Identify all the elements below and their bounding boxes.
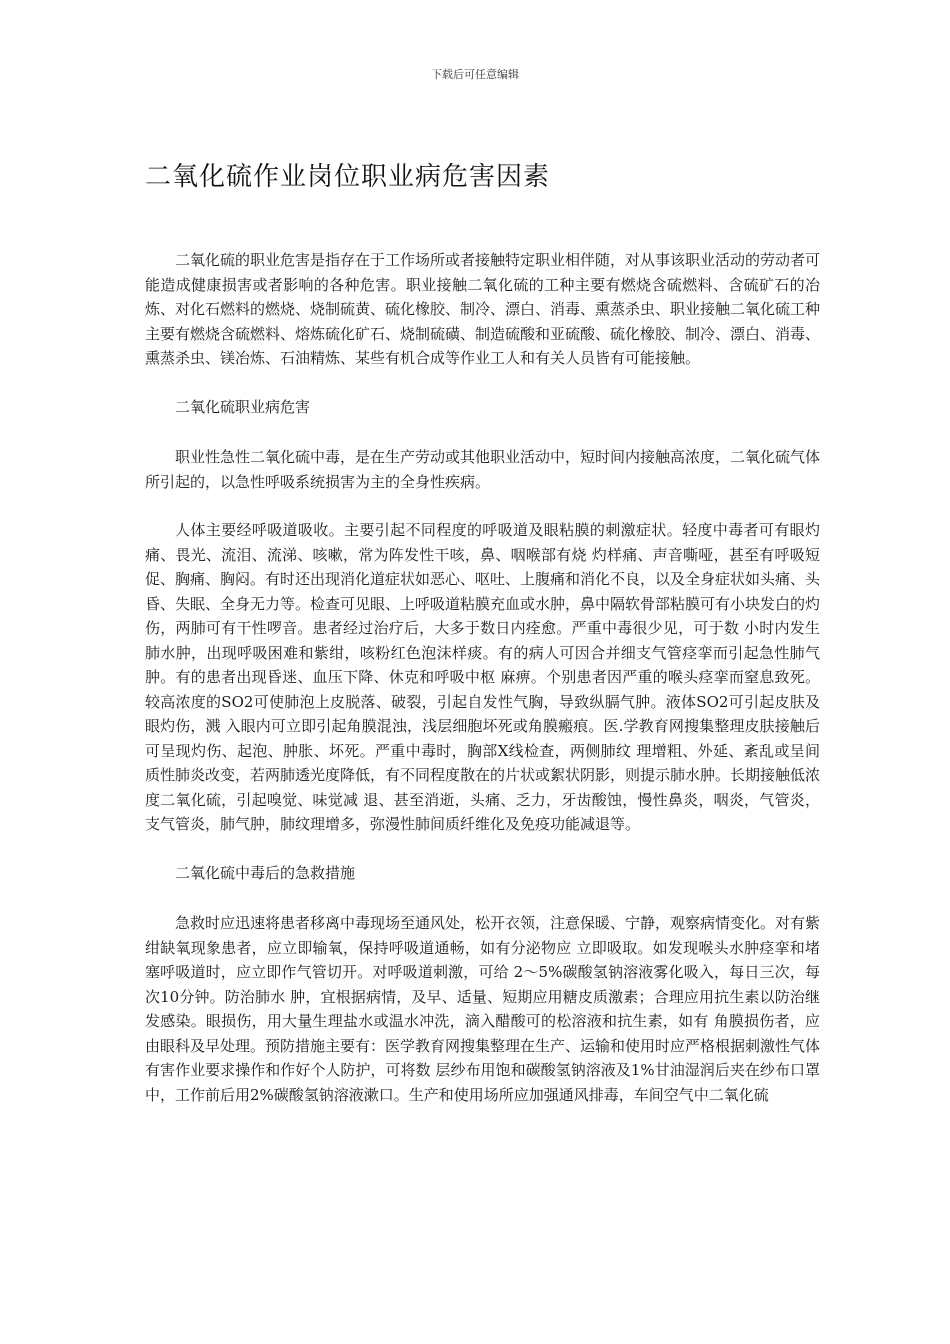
page-title: 二氧化硫作业岗位职业病危害因素 (145, 162, 551, 192)
section-heading-hazards: 二氧化硫职业病危害 (175, 397, 311, 416)
intro-paragraph: 二氧化硫的职业危害是指存在于工作场所或者接触特定职业相伴随，对从事该职业活动的劳动者可能造成健康损害或者影响的各种危害。职业接触二氧化硫的工种主要有燃烧含硫燃料、含硫矿石的冶炼、对化石燃料的燃烧、烧制硫黄、硫化橡胶、制冷、漂白、消毒、熏蒸杀虫、职业接触二氧化硫工种主要有燃烧含硫燃料、熔炼硫化矿石、烧制硫磺、制造硫酸和亚硫酸、硫化橡胶、制冷、漂白、消毒、熏蒸杀虫、镁冶炼、石油精炼、某些有机合成等作业工人和有关人员皆有可能接触。 (145, 251, 821, 367)
symptoms-paragraph: 人体主要经呼吸道吸收。主要引起不同程度的呼吸道及眼粘膜的刺激症状。轻度中毒者可有眼灼痛、畏光、流泪、流涕、咳嗽，常为阵发性干咳，鼻、咽喉部有烧 灼样痛、声音嘶哑，甚至有呼吸短促、胸痛、胸闷。有时还出现消化道症状如恶心、呕吐、上腹痛和消化不良，以及全身症状如头痛、头昏、失眠、全身无力等。检查可见眼、上呼吸道粘膜充血或水肿，鼻中隔软骨部粘膜可有小块发白的灼伤，两肺可有干性啰音。患者经过治疗后，大多于数日内痊愈。严重中毒很少见，可于数 小时内发生肺水肿，出现呼吸困难和紫绀，咳粉红色泡沫样痰。有的病人可因合并细支气管痉挛而引起急性肺气肿。有的患者出现昏迷、血压下降、休克和呼吸中枢 麻痹。个别患者因严重的喉头痉挛而窒息致死。较高浓度的SO2可使肺泡上皮脱落、破裂，引起自发性气胸，导致纵膈气肿。液体SO2可引起皮肤及眼灼伤，溅 入眼内可立即引起角膜混浊，浅层细胞坏死或角膜瘢痕。医.学教育网搜集整理皮肤接触后可呈现灼伤、起泡、肿胀、坏死。严重中毒时，胸部X线检查，两侧肺纹 理增粗、外延、紊乱或呈间质性肺炎改变，若两肺透光度降低，有不同程度散在的片状或絮状阴影，则提示肺水肿。长期接触低浓度二氧化硫，引起嗅觉、味觉减 退、甚至消逝，头痛、乏力，牙齿酸蚀，慢性鼻炎，咽炎，气管炎，支气管炎，肺气肿，肺纹理增多，弥漫性肺间质纤维化及免疫功能减退等。 (145, 521, 821, 833)
document-body (145, 248, 820, 1131)
first-aid-paragraph: 急救时应迅速将患者移离中毒现场至通风处，松开衣领，注意保暖、宁静，观察病情变化。对有紫绀缺氧现象患者，应立即输氧，保持呼吸道通畅，如有分泌物应 立即吸取。如发现喉头水肿痉挛和堵塞呼吸道时，应立即作气管切开。对呼吸道刺激，可给 2～5%碳酸氢钠溶液雾化吸入，每日三次，每次10分钟。防治肺水 肿，宜根据病情，及早、适量、短期应用糖皮质激素；合理应用抗生素以防治继发感染。眼损伤，用大量生理盐水或温水冲洗，滴入醋酸可的松溶液和抗生素，如有 角膜损伤者，应由眼科及早处理。预防措施主要有：医学教育网搜集整理在生产、运输和使用时应严格根据刺激性气体有害作业要求操作和作好个人防护，可将数 层纱布用饱和碳酸氢钠溶液及1%甘油湿润后夹在纱布口罩中，工作前后用2%碳酸氢钠溶液漱口。生产和使用场所应加强通风排毒，车间空气中二氧化硫 (145, 914, 821, 1104)
acute-poisoning-paragraph: 职业性急性二氧化硫中毒，是在生产劳动或其他职业活动中，短时间内接触高浓度，二氧化硫气体所引起的，以急性呼吸系统损害为主的全身性疾病。 (145, 448, 821, 491)
section-heading-first-aid: 二氧化硫中毒后的急救措施 (175, 863, 356, 882)
header-note: 下载后可任意编辑 (431, 68, 519, 81)
